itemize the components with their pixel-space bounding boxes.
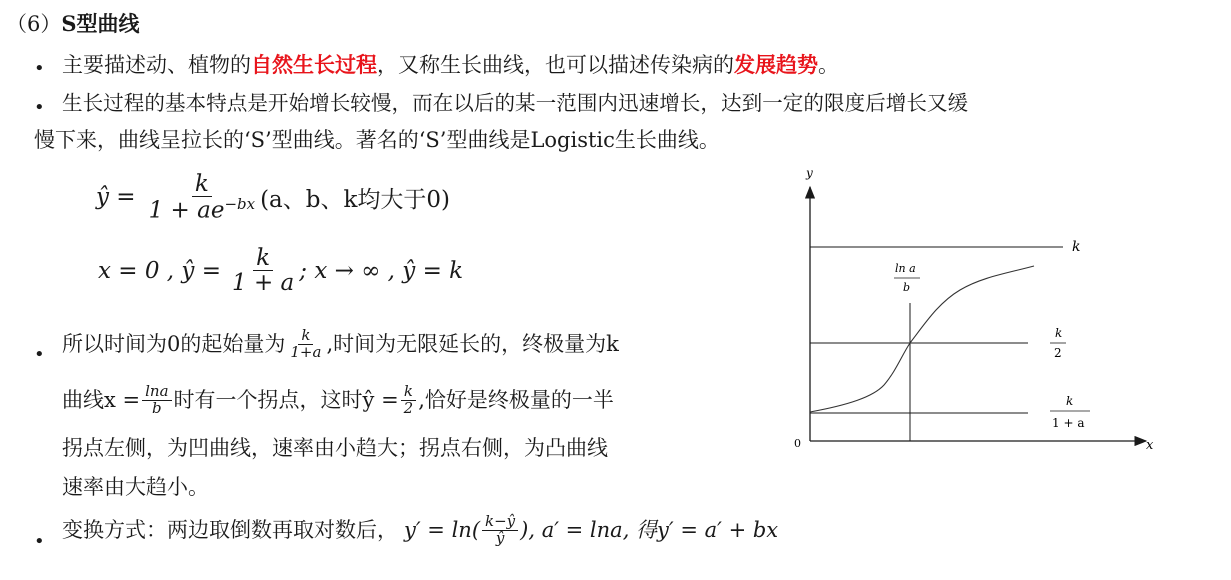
s-curve-graph (788, 165, 1168, 455)
inflection-num: ln a (895, 262, 916, 275)
bullet-3-line-4: 速率由大趋小。 (62, 475, 209, 499)
bullet-dot: • (34, 97, 45, 118)
b3-l2-num: lna (142, 384, 171, 401)
limit-fraction (229, 246, 297, 295)
bullet-2-line-1: 生长过程的基本特点是开始增长较慢，而在以后的某一范围内迅速增长，达到一定的限度后增长又缓 (62, 91, 969, 115)
origin-label: 0 (794, 437, 801, 450)
bullet-1-text-a: 主要描述动、植物的 (62, 53, 251, 77)
bullet-1-text-c: 。 (818, 53, 839, 77)
bullet-3-line-3: 拐点左侧，为凹曲线，速率由小趋大；拐点右侧，为凸曲线 (62, 436, 608, 460)
limit-end: ; x → ∞ , ŷ = k (299, 257, 464, 284)
logistic-formula (96, 172, 450, 223)
limit-formula (98, 246, 463, 295)
bullet-dot: • (34, 58, 45, 79)
bullet-2-line-2: 慢下来，曲线呈拉长的‘S’型曲线。著名的‘S’型曲线是Logistic生长曲线。 (34, 128, 720, 152)
b3-l2-den2: 2 (403, 398, 414, 417)
s-curve (810, 266, 1034, 412)
bullet-1 (62, 54, 839, 76)
bullet-3-line-2 (62, 384, 614, 417)
start-num: k (1066, 394, 1074, 408)
formula-fraction (146, 172, 259, 223)
b3-l2-fraction-2 (401, 384, 417, 417)
bullet-4 (62, 514, 778, 547)
half-den: 2 (1054, 346, 1062, 360)
highlight-trend: 发展趋势 (734, 52, 818, 77)
k-label: k (1072, 239, 1081, 255)
b3-l1-b: ,时间为无限延长的，终极量为k (326, 331, 619, 356)
b3-l2-den: b (152, 398, 162, 417)
highlight-natural-growth: 自然生长过程 (251, 52, 377, 77)
formula-numerator: k (192, 172, 212, 197)
b3-l1-a: 所以时间为0的起始量为 (62, 331, 286, 356)
b3-l2-fraction-1 (142, 384, 171, 417)
limit-start: x = 0 , ŷ = (98, 257, 222, 284)
formula-condition: (a、b、k均大于0) (260, 186, 451, 213)
b4-c: ), a′ = lna, 得y′ = a′ + bx (520, 517, 779, 542)
b3-l1-den: 1+a (290, 342, 322, 361)
b4-a: 变换方式：两边取倒数再取对数后， (62, 517, 398, 542)
inflection-den: b (903, 281, 911, 294)
x-axis-label: x (1146, 438, 1154, 453)
b4-den: ŷ (495, 528, 505, 547)
b4-b: y′ = ln( (404, 517, 481, 542)
b3-l2-a: 曲线x = (62, 387, 141, 412)
half-num: k (1055, 326, 1063, 340)
section-number: （6） (6, 12, 62, 36)
formula-den-base: 1 + ae (148, 197, 225, 224)
start-den: 1 + a (1052, 416, 1085, 430)
section-title: S型曲线 (61, 11, 140, 36)
bullet-dot: • (34, 344, 45, 365)
b4-num: k−ŷ (482, 514, 518, 531)
formula-denominator (146, 197, 259, 223)
b3-l1-fraction (287, 328, 324, 361)
bullet-dot: • (34, 531, 45, 552)
bullet-3-line-1 (62, 328, 619, 361)
b4-fraction (482, 514, 518, 547)
b3-l2-num2: k (401, 384, 416, 401)
limit-denominator: 1 + a (232, 270, 295, 297)
y-axis-label: y (806, 166, 813, 180)
formula-den-exp: −bx (224, 195, 256, 214)
formula-lhs: ŷ = (96, 184, 136, 211)
b3-l2-b: 时有一个拐点，这时ŷ = (173, 387, 399, 412)
bullet-1-text-b: ，又称生长曲线，也可以描述传染病的 (377, 53, 734, 77)
b3-l2-c: ,恰好是终极量的一半 (418, 387, 614, 412)
b3-l1-num: k (298, 328, 313, 345)
section-heading (6, 8, 140, 38)
limit-numerator: k (253, 246, 273, 271)
